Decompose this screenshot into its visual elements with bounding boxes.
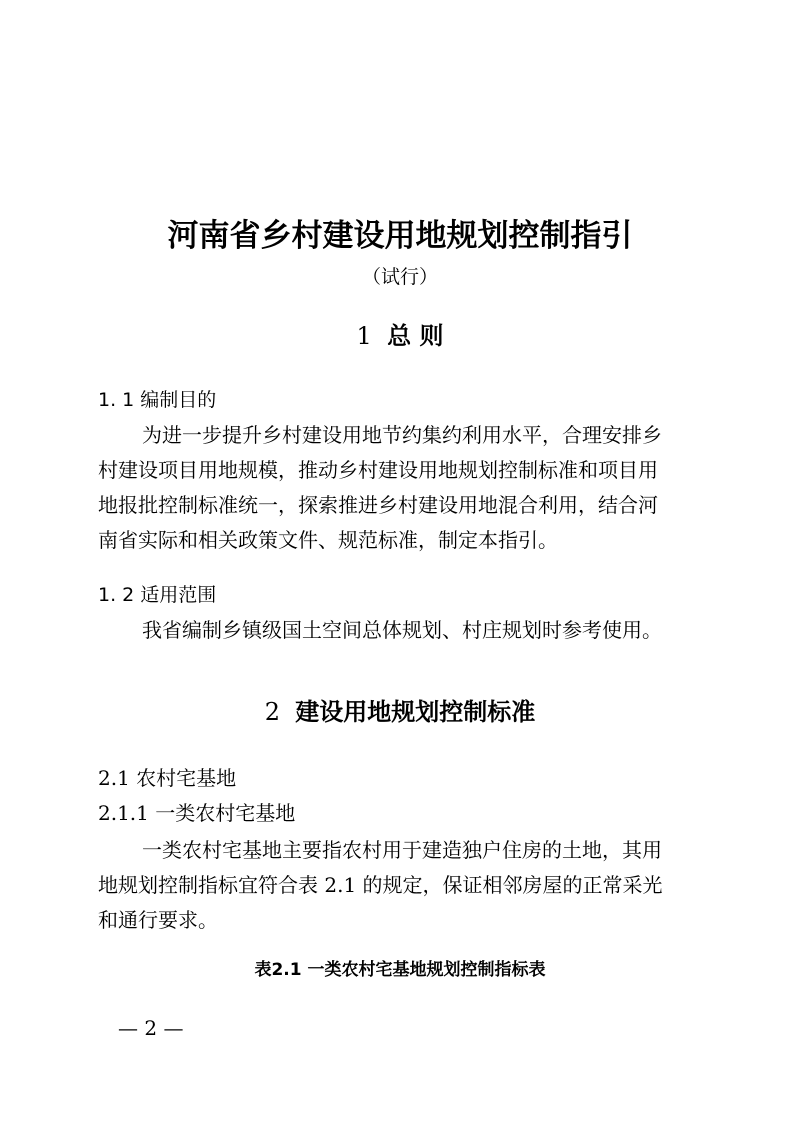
page-number: — 2 — <box>118 1016 184 1040</box>
chapter-1-heading <box>0 316 800 351</box>
chapter-1-title: 总 则 <box>387 321 444 350</box>
table-caption: 表2.1 一类农村宅基地规划控制指标表 <box>254 960 546 980</box>
section-2-1-1-heading: 2.1.1 一类农村宅基地 <box>98 801 296 825</box>
document-title: 河南省乡村建设用地规划控制指引 <box>167 218 633 254</box>
paragraph-line: 村建设项目用地规模，推动乡村建设用地规划控制标准和项目用 <box>98 458 658 482</box>
paragraph-2 <box>98 613 702 648</box>
paragraph-line: 南省实际和相关政策文件、规范标准，制定本指引。 <box>98 528 558 552</box>
paragraph-line: 为进一步提升乡村建设用地节约集约利用水平，合理安排乡 <box>142 423 662 447</box>
paragraph-3 <box>98 833 702 938</box>
section-1-2-heading: 1. 2 适用范围 <box>98 584 217 606</box>
chapter-1-number: 1 <box>356 322 372 350</box>
paragraph-line: 一类农村宅基地主要指农村用于建造独户住房的土地，其用 <box>142 838 662 862</box>
paragraph-line: 我省编制乡镇级国土空间总体规划、村庄规划时参考使用。 <box>142 618 662 642</box>
chapter-2-number: 2 <box>264 698 280 726</box>
chapter-2-title: 建设用地规划控制标准 <box>295 697 536 726</box>
document-subtitle: （试行） <box>361 266 438 288</box>
paragraph-line: 地规划控制指标宜符合表 2.1 的规定，保证相邻房屋的正常采光 <box>98 873 663 897</box>
section-2-1-heading: 2.1 农村宅基地 <box>98 766 237 790</box>
paragraph-1 <box>98 418 702 558</box>
paragraph-line: 和通行要求。 <box>98 908 218 932</box>
paragraph-line: 地报批控制标准统一，探索推进乡村建设用地混合利用，结合河 <box>98 493 658 517</box>
section-1-1-heading: 1. 1 编制目的 <box>98 389 217 411</box>
chapter-2-heading <box>0 692 800 727</box>
